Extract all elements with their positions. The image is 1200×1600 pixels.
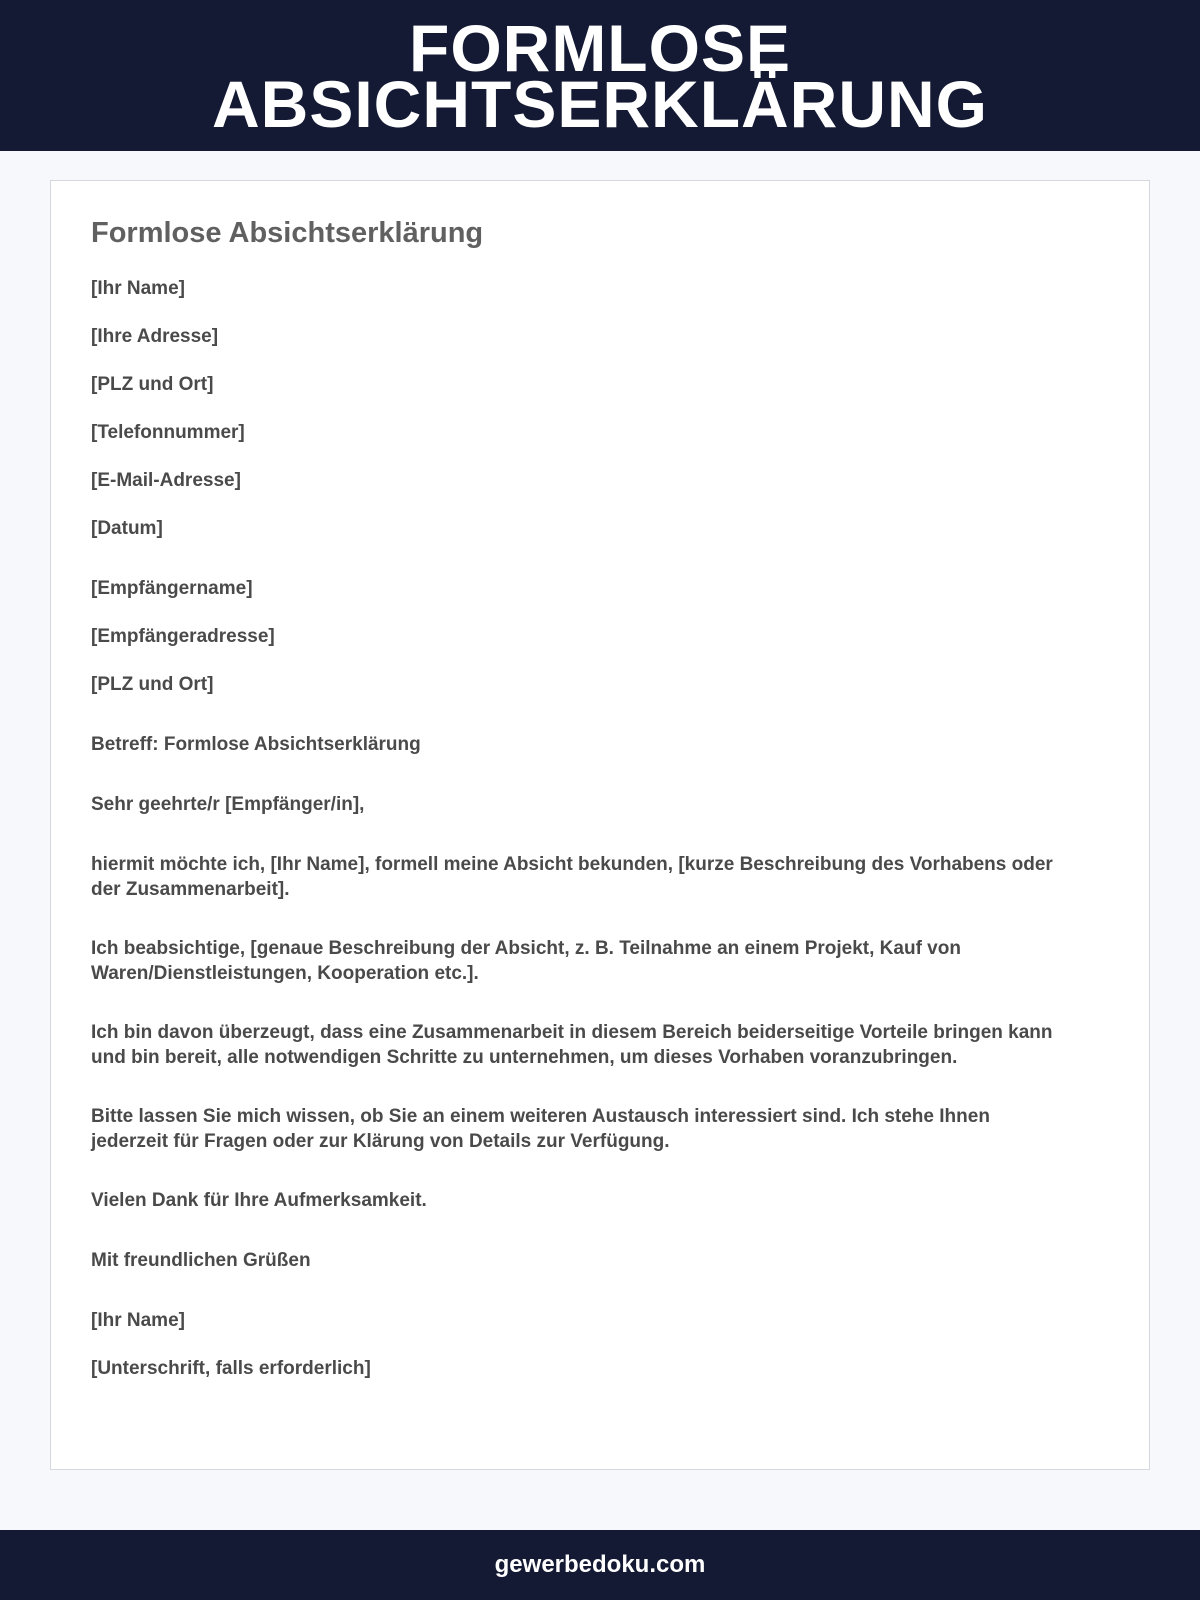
recipient-address: [Empfängeradresse] <box>91 626 275 647</box>
sender-phone: [Telefonnummer] <box>91 422 245 443</box>
salutation: Sehr geehrte/r [Empfänger/in], <box>91 794 365 815</box>
signature-note: [Unterschrift, falls erforderlich] <box>91 1358 371 1379</box>
subject-line: Betreff: Formlose Absichtserklärung <box>91 734 421 755</box>
title-banner <box>0 0 1200 151</box>
body-paragraph: Ich beabsichtige, [genaue Beschreibung der Absicht, z. B. Teilnahme an einem Projekt, Kauf von Waren/Dienstleistungen, Kooperation etc.]. <box>91 938 961 984</box>
footer <box>0 1530 1200 1600</box>
body-paragraph: Ich bin davon überzeugt, dass eine Zusammenarbeit in diesem Bereich beiderseitige Vorteile bringen kann und bin bereit, alle notwendigen Schritte zu unternehmen, um dieses Vorhaben voranzubringen. <box>91 1022 1053 1068</box>
banner-title-line2: ABSICHTSERKLÄRUNG <box>212 66 988 141</box>
footer-site-name: gewerbedoku.com <box>494 1551 706 1578</box>
letter-date: [Datum] <box>91 518 163 539</box>
sender-name: [Ihr Name] <box>91 278 185 299</box>
document-heading: Formlose Absichtserklärung <box>91 217 484 249</box>
banner-title-line1: FORMLOSE <box>409 10 791 85</box>
recipient-city: [PLZ und Ort] <box>91 674 214 695</box>
sender-city: [PLZ und Ort] <box>91 374 214 395</box>
body-paragraph: Vielen Dank für Ihre Aufmerksamkeit. <box>91 1190 427 1211</box>
sender-address: [Ihre Adresse] <box>91 326 219 347</box>
body-paragraph: Bitte lassen Sie mich wissen, ob Sie an einem weiteren Austausch interessiert sind. Ich stehe Ihnen jederzeit für Fragen oder zur Klärung von Details zur Verfügung. <box>91 1106 990 1152</box>
banner-title <box>212 10 988 141</box>
body-paragraph: hiermit möchte ich, [Ihr Name], formell meine Absicht bekunden, [kurze Beschreibung des Vorhabens oder der Zusammenarbeit]. <box>91 854 1053 900</box>
sender-email: [E-Mail-Adresse] <box>91 470 241 491</box>
signature-name: [Ihr Name] <box>91 1310 185 1331</box>
document-card <box>50 180 1150 1470</box>
closing-phrase: Mit freundlichen Grüßen <box>91 1250 311 1271</box>
recipient-name: [Empfängername] <box>91 578 253 599</box>
